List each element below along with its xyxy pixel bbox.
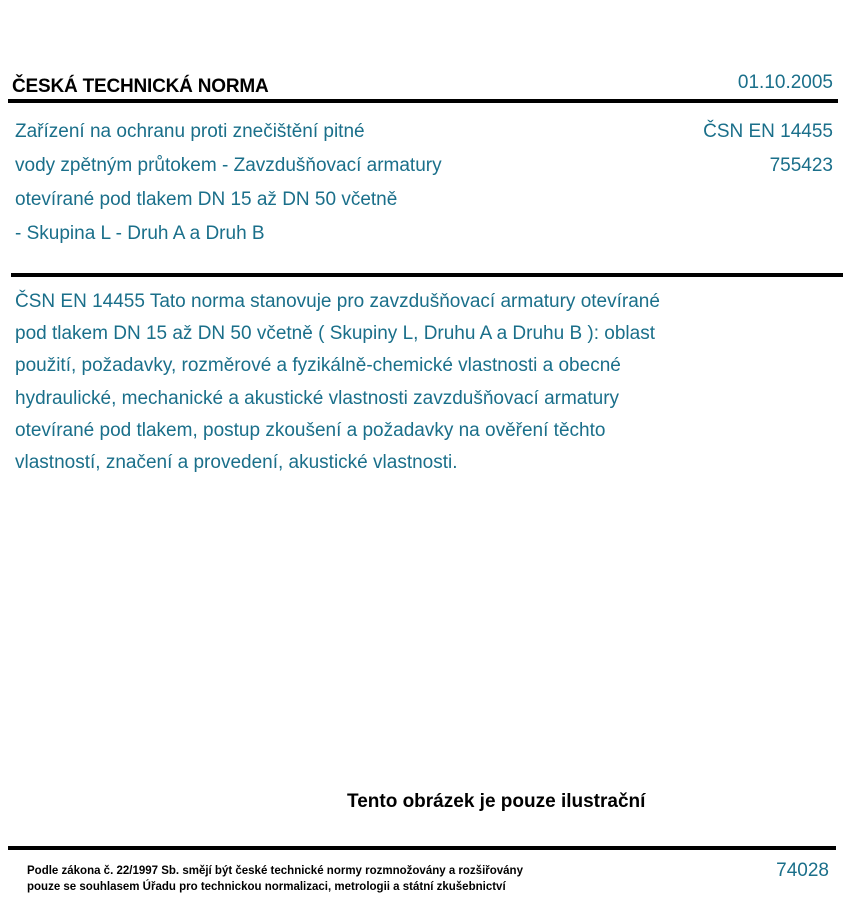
abstract-line: vlastností, značení a provedení, akustické vlastnosti.: [15, 452, 458, 474]
document-title-line: otevírané pod tlakem DN 15 až DN 50 včetně: [15, 189, 398, 210]
publication-date: 01.10.2005: [737, 72, 833, 93]
legal-notice-line: pouze se souhlasem Úřadu pro technickou normalizaci, metrologii a státní zkušebnictví: [27, 881, 506, 893]
abstract-line: hydraulické, mechanické a akustické vlastnosti zavzdušňovací armatury: [15, 387, 620, 409]
header-divider: [8, 99, 838, 103]
illustration-note: Tento obrázek je pouze ilustrační: [347, 791, 646, 812]
document-title-line: vody zpětným průtokem - Zavzdušňovací armatury: [15, 155, 442, 176]
catalog-number: 74028: [776, 860, 829, 881]
abstract-line: použití, požadavky, rozměrové a fyzikálně-chemické vlastnosti a obecné: [15, 355, 621, 377]
footer-divider: [8, 846, 836, 850]
legal-notice-line: Podle zákona č. 22/1997 Sb. smějí být české technické normy rozmnožovány a rozšiřovány: [27, 865, 523, 877]
document-title: [15, 115, 575, 251]
abstract-line: ČSN EN 14455 Tato norma stanovuje pro zavzdušňovací armatury otevírané: [15, 291, 660, 312]
class-number: 755423: [769, 155, 833, 176]
abstract-line: otevírané pod tlakem, postup zkoušení a požadavky na ověření těchto: [15, 419, 606, 441]
abstract-line: pod tlakem DN 15 až DN 50 včetně ( Skupiny L, Druhu A a Druhu B ): oblast: [15, 323, 655, 345]
standard-code: ČSN EN 14455: [703, 121, 833, 142]
document-title-line: - Skupina L - Druh A a Druh B: [15, 223, 265, 244]
abstract: [15, 286, 775, 479]
standard-identifiers: [703, 115, 833, 183]
document-title-line: Zařízení na ochranu proti znečištění pitné: [15, 121, 365, 142]
legal-notice: [27, 863, 523, 895]
section-divider: [11, 273, 843, 277]
standard-header-title: ČESKÁ TECHNICKÁ NORMA: [12, 76, 269, 97]
